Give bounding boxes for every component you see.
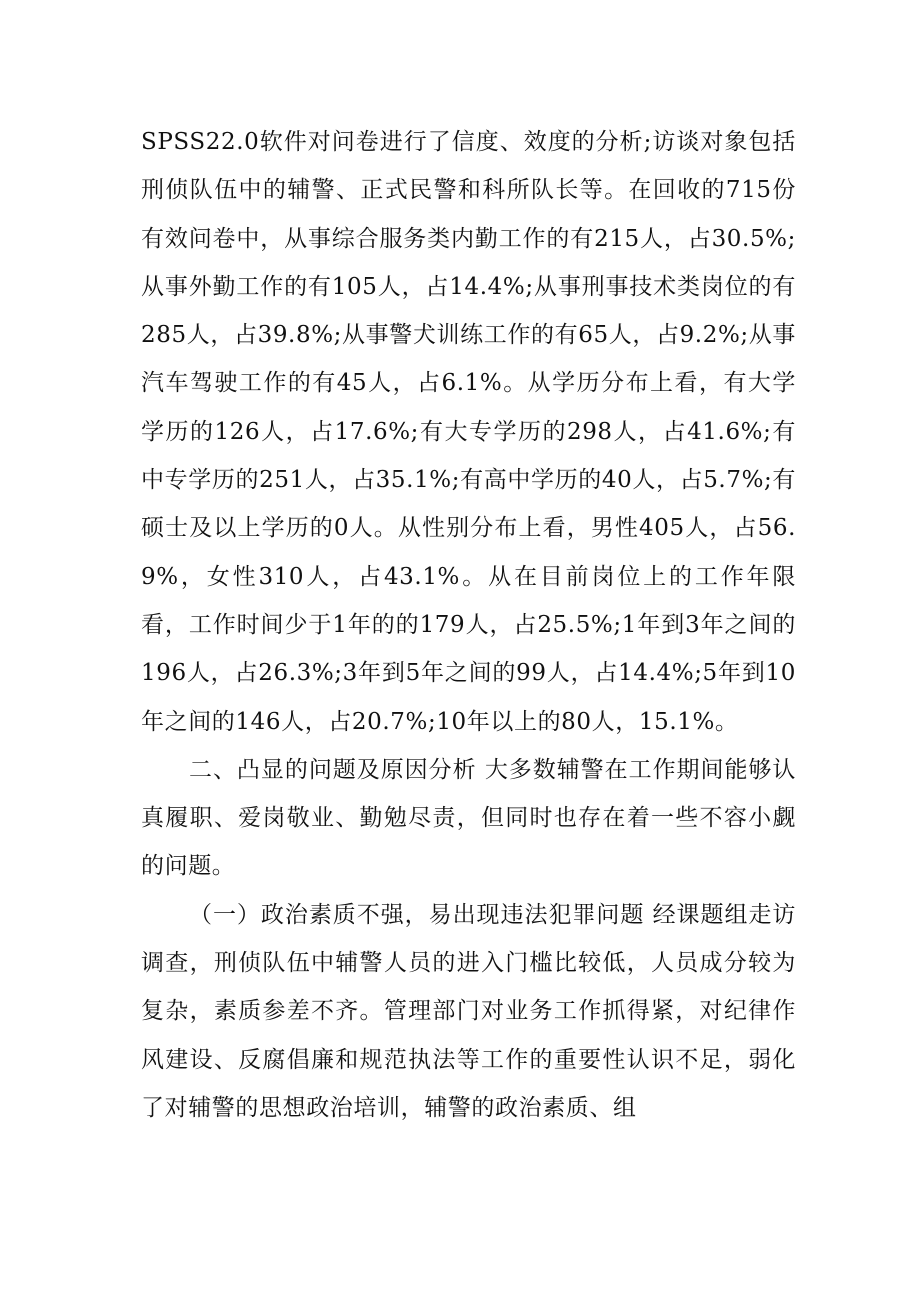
paragraph-problems-heading: 二、凸显的问题及原因分析 大多数辅警在工作期间能够认真履职、爱岗敬业、勤勉尽责，但同时也存在着一些不容小觑的问题。: [141, 756, 796, 880]
paragraph-survey-statistics: SPSS22.0软件对问卷进行了信度、效度的分析;访谈对象包括刑侦队伍中的辅警、正式民警和科所队长等。在回收的715份有效问卷中，从事综合服务类内勤工作的有215人，占30.5%;从事外勤工作的有105人，占14.4%;从事刑事技术类岗位的有285人，占39.8%;从事警犬训练工作的有65人，占9.2%;从事汽车驾驶工作的有45人，占6.1%。从学历分布上看，有大学学历的126人，占17.6%;有大专学历的298人，占41.6%;有中专学历的251人，占35.1%;有高中学历的40人，占5.7%;有硕士及以上学历的0人。从性别分布上看，男性405人，占56.9%，女性310人，占43.1%。从在目前岗位上的工作年限看，工作时间少于1年的的179人，占25.5%;1年到3年之间的196人，占26.3%;3年到5年之间的99人，占14.4%;5年到10年之间的146人，占20.7%;10年以上的80人，15.1%。: [141, 129, 796, 735]
paragraph-political-quality: （一）政治素质不强，易出现违法犯罪问题 经课题组走访调查，刑侦队伍中辅警人员的进入门槛比较低，人员成分较为复杂，素质参差不齐。管理部门对业务工作抓得紧，对纪律作风建设、反腐倡廉和规范执法等工作的重要性认识不足，弱化了对辅警的思想政治培训，辅警的政治素质、组: [141, 901, 796, 1121]
document-body: [141, 118, 796, 1132]
